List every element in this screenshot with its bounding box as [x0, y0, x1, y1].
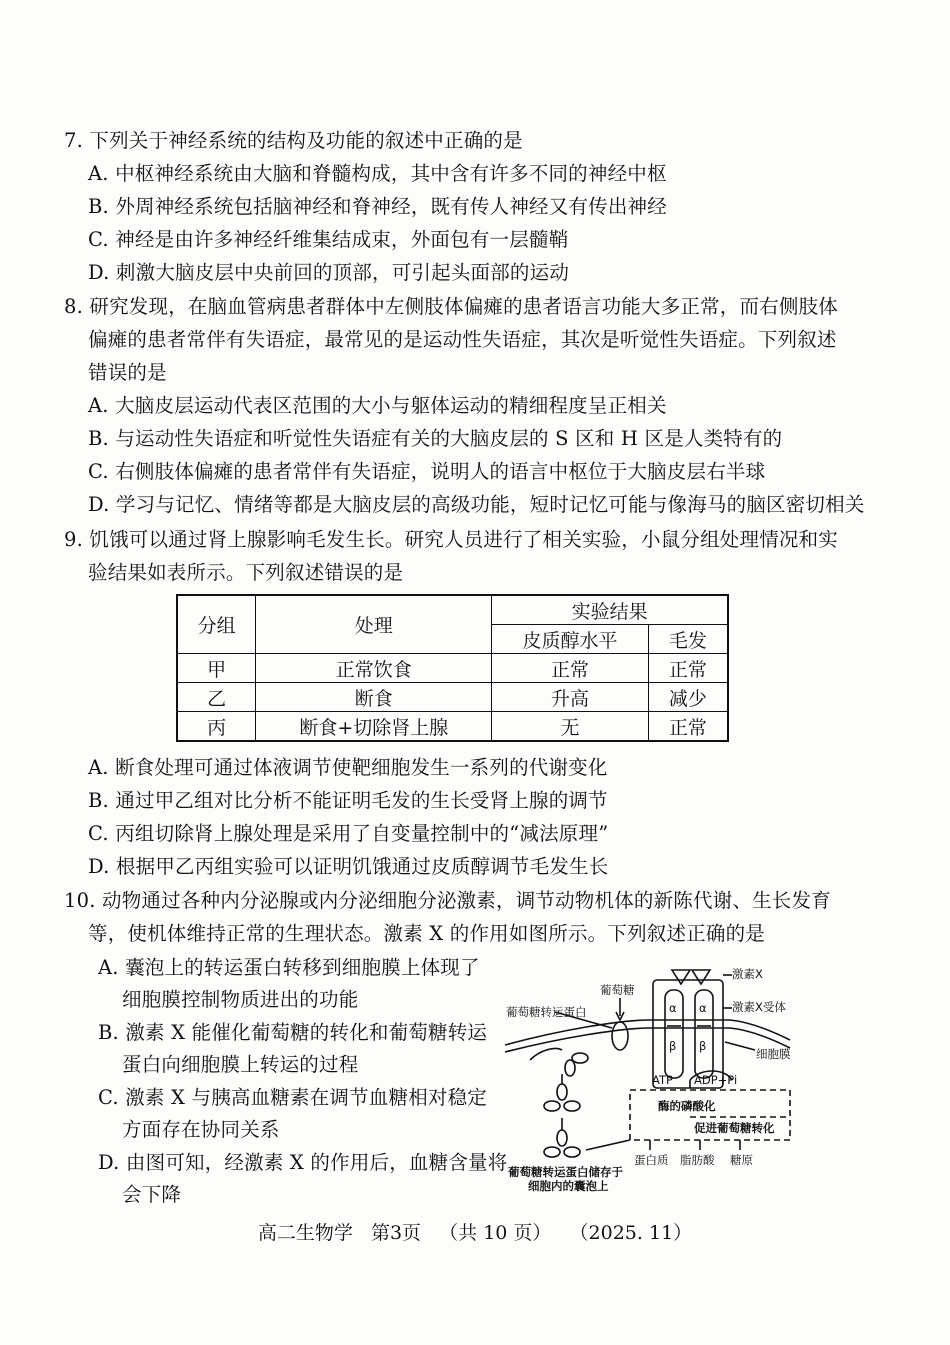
cell-hair: 正常 [648, 712, 728, 742]
q8-option-d: D. 学习与记忆、情绪等都是大脑皮层的高级功能，短时记忆可能与像海马的脑区密切相关 [88, 493, 865, 516]
q8-option-a: A. 大脑皮层运动代表区范围的大小与躯体运动的精细程度呈正相关 [88, 394, 667, 417]
label-atp: ATP [652, 1073, 673, 1087]
cell-membrane [505, 1020, 790, 1045]
q9-option-c: C. 丙组切除肾上腺处理是采用了自变量控制中的“减法原理” [88, 822, 609, 845]
q9-option-a: A. 断食处理可通过体液调节使靶细胞发生一系列的代谢变化 [88, 756, 608, 779]
table-row [177, 712, 728, 742]
q10-option-b-cont: 蛋白向细胞膜上转运的过程 [122, 1053, 359, 1076]
label-glycogen: 糖原 [730, 1153, 753, 1167]
label-promote: 促进葡萄糖转化 [694, 1121, 775, 1135]
q10-option-a: A. 囊泡上的转运蛋白转移到细胞膜上体现了 [98, 956, 480, 979]
q7-option-b: B. 外周神经系统包括脑神经和脊神经，既有传人神经又有传出神经 [88, 195, 667, 218]
table-row [177, 683, 728, 712]
q10-option-b: B. 激素 X 能催化葡萄糖的转化和葡萄糖转运 [98, 1021, 488, 1044]
q7-stem: 7. 下列关于神经系统的结构及功能的叙述中正确的是 [64, 129, 523, 152]
cell-treatment: 正常饮食 [256, 654, 492, 683]
label-protein: 蛋白质 [634, 1153, 669, 1167]
header-cortisol: 皮质醇水平 [492, 625, 648, 654]
label-beta-1: β [669, 1039, 677, 1053]
q10-option-d: D. 由图可知，经激素 X 的作用后，血糖含量将 [98, 1151, 508, 1174]
vesicle-icon [557, 1130, 567, 1146]
label-beta-2: β [699, 1039, 707, 1053]
q8-option-c: C. 右侧肢体偏瘫的患者常伴有失语症，说明人的语言中枢位于大脑皮层右半球 [88, 460, 766, 483]
q10-option-c: C. 激素 X 与胰高血糖素在调节血糖相对稳定 [98, 1086, 488, 1109]
cell-treatment: 断食 [256, 683, 492, 712]
cell-group: 丙 [177, 712, 256, 742]
q10-option-c-cont: 方面存在协同关系 [122, 1118, 280, 1141]
q9-stem-line-2: 验结果如表所示。下列叙述错误的是 [88, 561, 404, 584]
q9-stem-line-1: 9. 饥饿可以通过肾上腺影响毛发生长。研究人员进行了相关实验，小鼠分组处理情况和实 [64, 528, 839, 551]
q9-option-d: D. 根据甲乙丙组实验可以证明饥饿通过皮质醇调节毛发生长 [88, 855, 609, 878]
label-vesicle-2: 细胞内的囊泡上 [528, 1179, 609, 1193]
header-result: 实验结果 [492, 595, 728, 625]
q7-option-d: D. 刺激大脑皮层中央前回的顶部，可引起头面部的运动 [88, 261, 570, 284]
vesicle-membrane [530, 1048, 562, 1060]
label-receptor: 激素X受体 [732, 1000, 786, 1014]
q7-option-c: C. 神经是由许多神经纤维集结成束，外面包有一层髓鞘 [88, 228, 569, 251]
header-hair: 毛发 [648, 625, 728, 654]
header-group: 分组 [177, 595, 256, 654]
q10-stem-line-1: 10. 动物通过各种内分泌腺或内分泌细胞分泌激素，调节动物机体的新陈代谢、生长发育 [64, 889, 831, 912]
q10-option-d-cont: 会下降 [122, 1183, 182, 1206]
hormone-x-icon [672, 970, 690, 984]
cell-treatment: 断食+切除肾上腺 [256, 712, 492, 742]
page-footer: 高二生物学 第3页 （共 10 页） （2025. 11） [257, 1222, 693, 1244]
label-alpha-2: α [699, 1001, 707, 1015]
q10-option-a-cont: 细胞膜控制物质进出的功能 [122, 988, 359, 1011]
header-treatment: 处理 [256, 595, 492, 654]
cell-group: 乙 [177, 683, 256, 712]
label-adp: ADP+Pi [694, 1073, 738, 1087]
label-glucose: 葡萄糖 [600, 983, 635, 997]
cell-cortisol: 升高 [492, 683, 648, 712]
q8-stem-line-3: 错误的是 [88, 361, 167, 384]
q8-stem-line-2: 偏瘫的患者常伴有失语症，最常见的是运动性失语症，其次是听觉性失语症。下列叙述 [88, 328, 837, 351]
q10-stem-line-2: 等，使机体维持正常的生理状态。激素 X 的作用如图所示。下列叙述正确的是 [88, 922, 765, 945]
q7-option-a: A. 中枢神经系统由大脑和脊髓构成，其中含有许多不同的神经中枢 [88, 162, 667, 185]
experiment-table [176, 594, 729, 742]
cell-hair: 减少 [648, 683, 728, 712]
q8-stem-line-1: 8. 研究发现，在脑血管病患者群体中左侧肢体偏瘫的患者语言功能大多正常，而右侧肢体 [64, 295, 839, 318]
q9-option-b: B. 通过甲乙组对比分析不能证明毛发的生长受肾上腺的调节 [88, 789, 608, 812]
cell-cortisol: 无 [492, 712, 648, 742]
glucose-transporter-icon [612, 1022, 628, 1050]
cell-hair: 正常 [648, 654, 728, 683]
hormone-x-diagram [500, 950, 800, 1195]
label-hormone-x: 激素X [732, 967, 763, 981]
table-row [177, 654, 728, 683]
q8-option-b: B. 与运动性失语症和听觉性失语症有关的大脑皮层的 S 区和 H 区是人类特有的 [88, 427, 783, 450]
label-fat: 脂肪酸 [680, 1153, 715, 1167]
cell-group: 甲 [177, 654, 256, 683]
label-alpha-1: α [669, 1001, 677, 1015]
label-enzyme: 酶的磷酸化 [658, 1099, 716, 1113]
label-membrane: 细胞膜 [756, 1047, 791, 1061]
label-transporter: 葡萄糖转运蛋白 [506, 1005, 587, 1019]
cell-cortisol: 正常 [492, 654, 648, 683]
label-vesicle-1: 葡萄糖转运蛋白储存于 [508, 1165, 623, 1179]
